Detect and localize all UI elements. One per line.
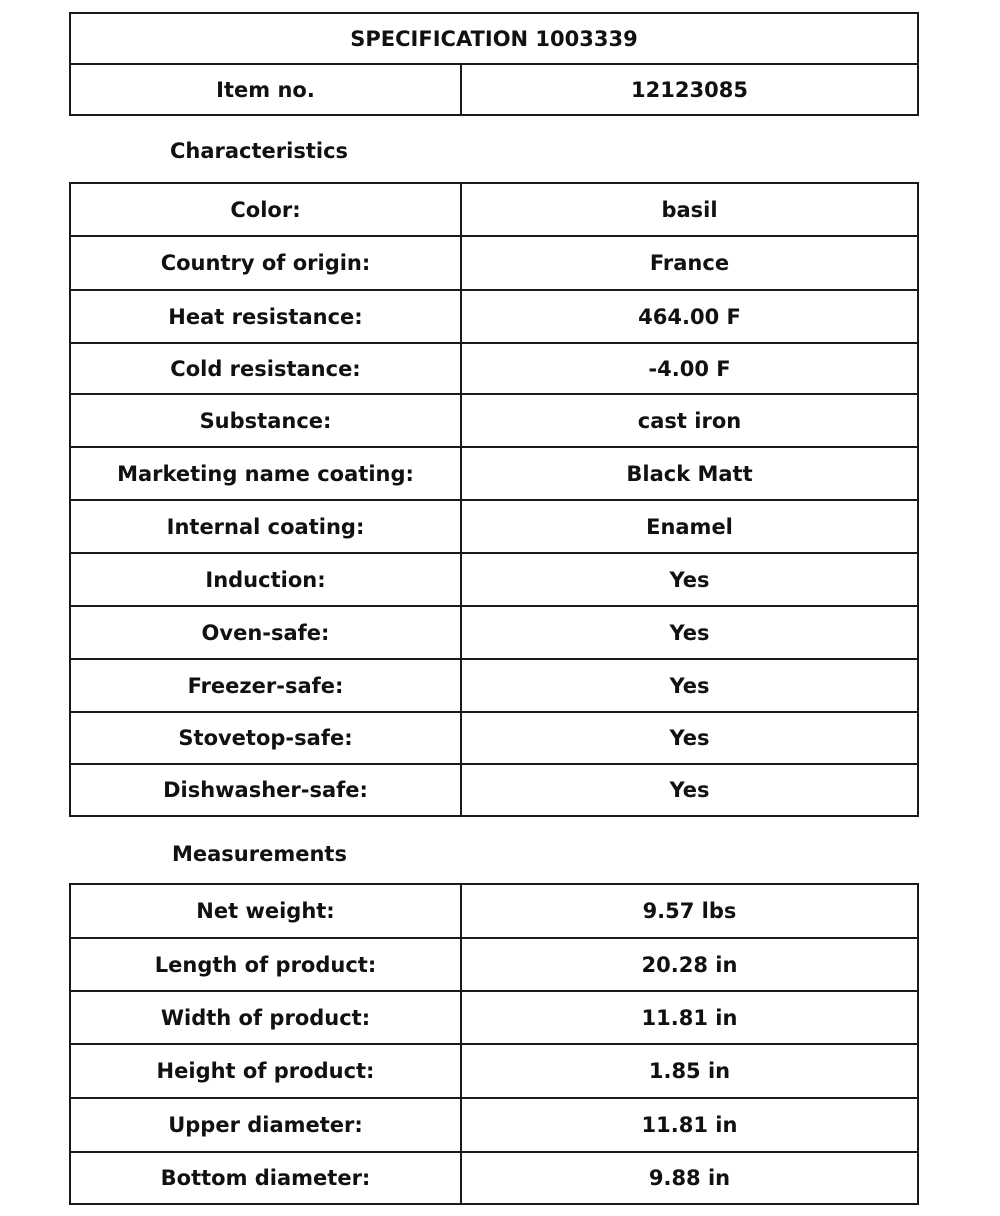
measurements-heading: Measurements xyxy=(172,842,347,866)
table-row xyxy=(70,394,918,447)
row-label: Height of product: xyxy=(70,1044,461,1098)
row-label: Stovetop-safe: xyxy=(70,712,461,764)
row-label: Oven-safe: xyxy=(70,606,461,659)
table-row xyxy=(70,1098,918,1152)
row-value: Yes xyxy=(461,553,918,606)
row-value: 20.28 in xyxy=(461,938,918,991)
table-row xyxy=(70,991,918,1044)
row-value: Black Matt xyxy=(461,447,918,500)
row-value: 9.57 lbs xyxy=(461,884,918,938)
row-label: Country of origin: xyxy=(70,236,461,290)
characteristics-table xyxy=(69,182,919,817)
row-label: Induction: xyxy=(70,553,461,606)
row-value: 9.88 in xyxy=(461,1152,918,1204)
table-row xyxy=(70,938,918,991)
table-row xyxy=(70,659,918,712)
table-row xyxy=(70,764,918,816)
row-label: Cold resistance: xyxy=(70,343,461,394)
row-value: 1.85 in xyxy=(461,1044,918,1098)
table-row xyxy=(70,290,918,343)
specification-header-table xyxy=(69,12,919,116)
table-row xyxy=(70,884,918,938)
table-row xyxy=(70,712,918,764)
row-label: Internal coating: xyxy=(70,500,461,553)
table-row xyxy=(70,447,918,500)
row-label: Substance: xyxy=(70,394,461,447)
item-number-row xyxy=(70,64,918,115)
row-label: Length of product: xyxy=(70,938,461,991)
table-row xyxy=(70,553,918,606)
row-value: cast iron xyxy=(461,394,918,447)
table-row xyxy=(70,183,918,236)
row-label: Freezer-safe: xyxy=(70,659,461,712)
row-label: Width of product: xyxy=(70,991,461,1044)
spec-title-row xyxy=(70,13,918,64)
row-value: basil xyxy=(461,183,918,236)
table-row xyxy=(70,1044,918,1098)
row-label: Marketing name coating: xyxy=(70,447,461,500)
table-row xyxy=(70,606,918,659)
row-label: Heat resistance: xyxy=(70,290,461,343)
row-value: 11.81 in xyxy=(461,1098,918,1152)
spec-title: SPECIFICATION 1003339 xyxy=(70,13,918,64)
row-label: Color: xyxy=(70,183,461,236)
row-label: Upper diameter: xyxy=(70,1098,461,1152)
row-value: Yes xyxy=(461,606,918,659)
table-row xyxy=(70,236,918,290)
row-value: Yes xyxy=(461,659,918,712)
row-value: Yes xyxy=(461,712,918,764)
row-label: Bottom diameter: xyxy=(70,1152,461,1204)
table-row xyxy=(70,500,918,553)
characteristics-heading: Characteristics xyxy=(170,139,349,163)
row-label: Dishwasher-safe: xyxy=(70,764,461,816)
table-row xyxy=(70,343,918,394)
measurements-table xyxy=(69,883,919,1205)
item-number-label: Item no. xyxy=(70,64,461,115)
item-number-value: 12123085 xyxy=(461,64,918,115)
row-value: -4.00 F xyxy=(461,343,918,394)
row-label: Net weight: xyxy=(70,884,461,938)
row-value: France xyxy=(461,236,918,290)
row-value: Yes xyxy=(461,764,918,816)
row-value: 11.81 in xyxy=(461,991,918,1044)
table-row xyxy=(70,1152,918,1204)
row-value: Enamel xyxy=(461,500,918,553)
row-value: 464.00 F xyxy=(461,290,918,343)
